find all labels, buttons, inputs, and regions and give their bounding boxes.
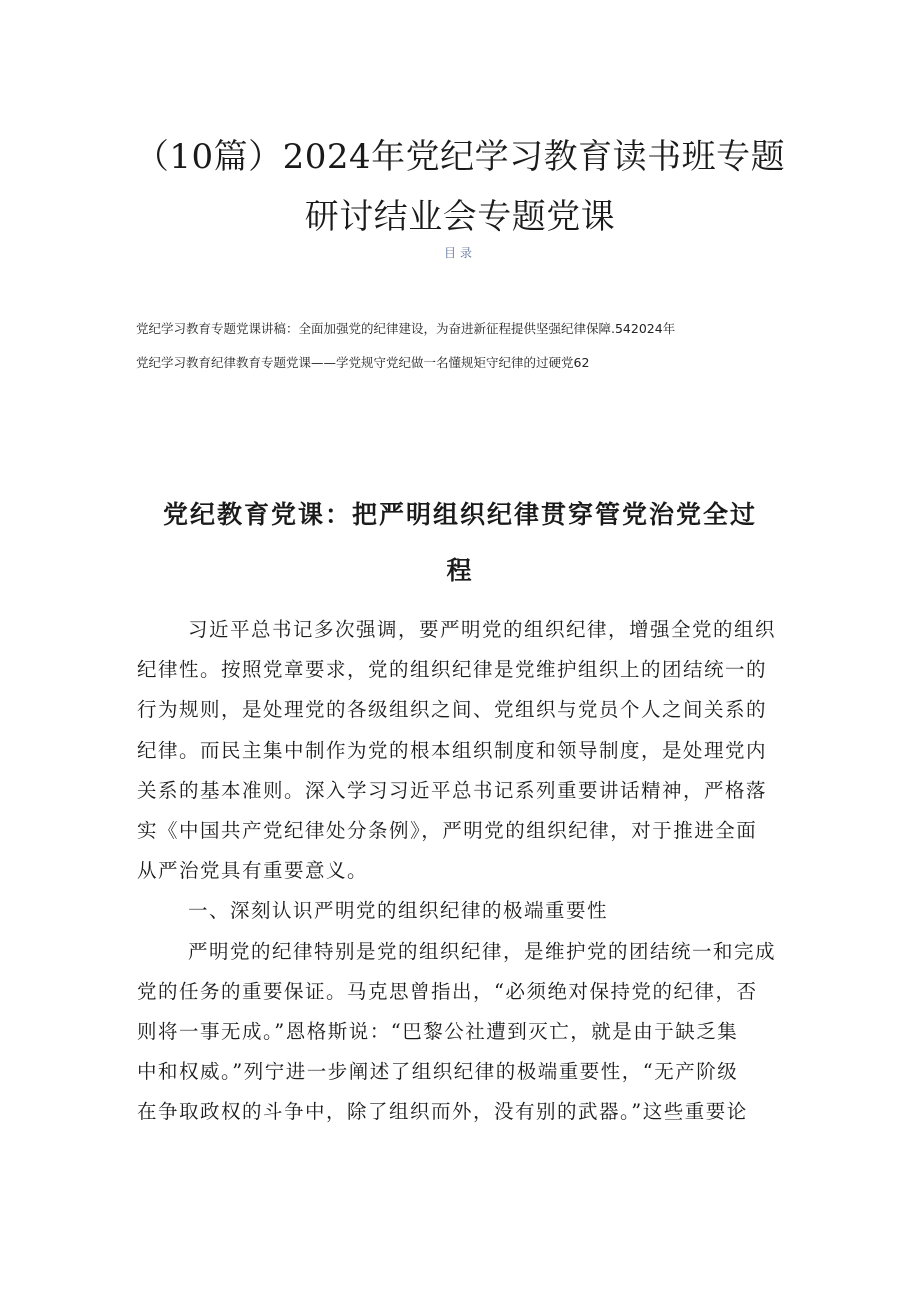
- body-line: 中和权威。”列宁进一步阐述了组织纪律的极端重要性，“无产阶级: [137, 1060, 739, 1084]
- body-line: 从严治党具有重要意义。: [137, 859, 369, 883]
- body-line: 在争取政权的斗争中，除了组织而外，没有别的武器。”这些重要论: [137, 1100, 748, 1124]
- document-title-line-1: （10篇）2024年党纪学习教育读书班专题: [134, 136, 786, 177]
- body-line: 关系的基本准则。深入学习习近平总书记系列重要讲话精神，严格落: [137, 778, 768, 802]
- section-title: [110, 487, 810, 599]
- section-title-line-2: 程: [446, 555, 474, 585]
- body-line: 习近平总书记多次强调，要严明党的组织纪律，增强全党的组织: [188, 618, 777, 641]
- subheading-line: 一、深刻认识严明党的组织纪律的极端重要性: [188, 899, 609, 923]
- toc-heading: 目录: [443, 246, 476, 260]
- section-title-line-1: 党纪教育党课：把严明组织纪律贯穿管党治党全过: [162, 499, 757, 529]
- body-line: 纪律性。按照党章要求，党的组织纪律是党维护组织上的团结统一的: [137, 658, 768, 682]
- body-text: [137, 610, 797, 1133]
- body-line: 纪律。而民主集中制作为党的根本组织制度和领导制度，是处理党内: [137, 738, 768, 762]
- body-line: 严明党的纪律特别是党的组织纪律，是维护党的团结统一和完成: [188, 939, 777, 963]
- document-title-line-2: 研讨结业会专题党课: [304, 196, 616, 237]
- body-line: 行为规则，是处理党的各级组织之间、党组织与党员个人之间关系的: [137, 698, 768, 722]
- toc-line[interactable]: 党纪学习教育专题党课讲稿：全面加强党的纪律建设，为奋进新征程提供坚强纪律保障.542024年: [136, 321, 676, 336]
- table-of-contents: [136, 312, 796, 380]
- body-line: 实《中国共产党纪律处分条例》，严明党的组织纪律，对于推进全面: [137, 819, 758, 843]
- toc-line[interactable]: 党纪学习教育纪律教育专题党课——学党规守党纪做一名懂规矩守纪律的过硬党62: [136, 355, 590, 370]
- document-title: [60, 127, 860, 247]
- body-line: 则将一事无成。”恩格斯说：“巴黎公社遭到灭亡，就是由于缺乏集: [137, 1020, 739, 1044]
- body-line: 党的任务的重要保证。马克思曾指出，“必须绝对保持党的纪律，否: [137, 979, 758, 1003]
